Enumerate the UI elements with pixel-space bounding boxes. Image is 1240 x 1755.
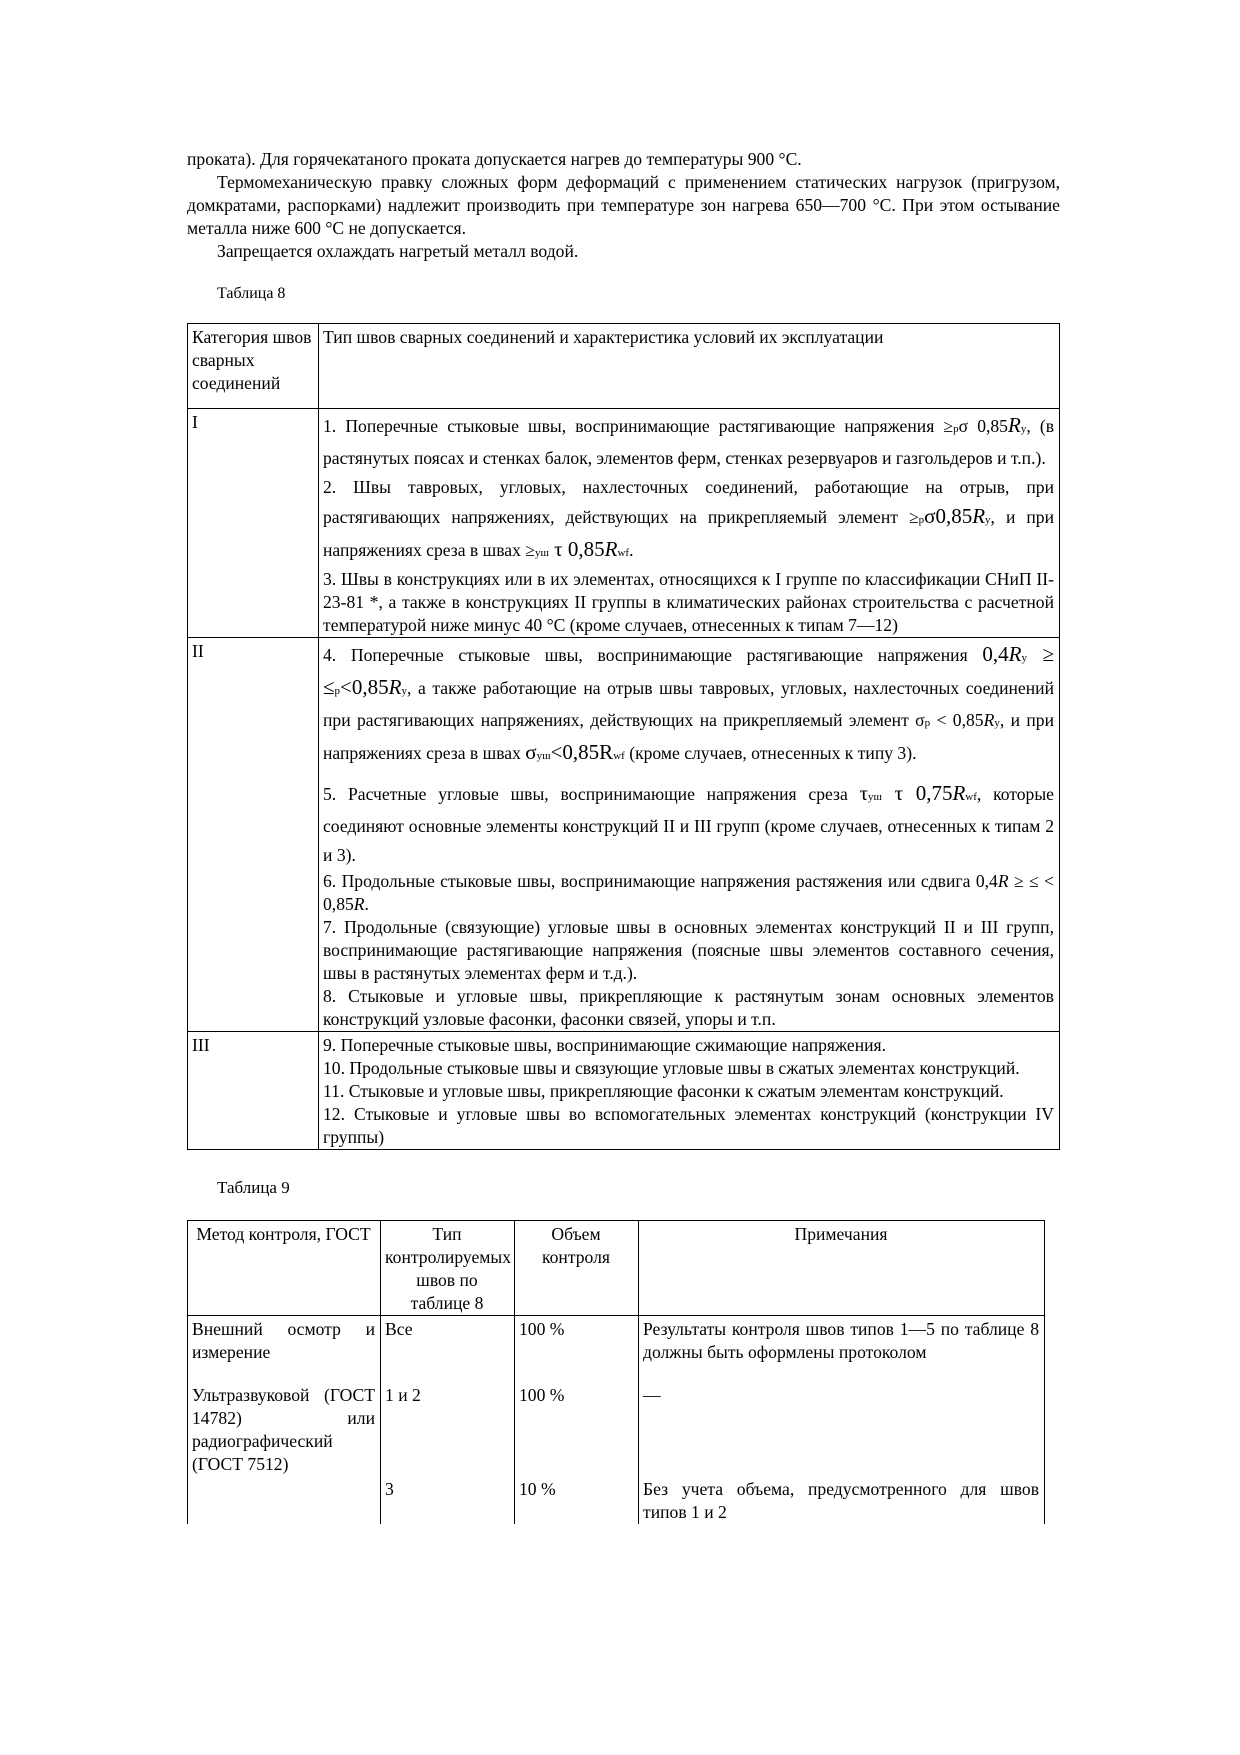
item-11: 11. Стыковые и угловые швы, прикрепляющие фасонки к сжатым элементам конструкций. [323,1081,1004,1101]
type-cell: 1 и 2 [381,1382,515,1476]
header-method: Метод контроля, ГОСТ [188,1221,381,1316]
category-cell: II [188,638,319,1032]
intro-text [187,148,1060,263]
item-7: 7. Продольные (связующие) угловые швы в основных элементах конструкций II и III групп, воспринимающие растягивающие напряжения (поясные швы элементов составного сечения, швы в растянутых элементах ферм и т.д.). [323,917,1054,983]
method-cell: Внешний осмотр и измерение [188,1316,381,1383]
header-type: Тип контролируемых швов по таблице 8 [381,1221,515,1316]
table-row [188,409,1060,638]
type-cell [319,409,1060,638]
table-header-row [188,1221,1045,1316]
table-row [188,1032,1060,1150]
type-cell: Все [381,1316,515,1383]
notes-cell: Результаты контроля швов типов 1—5 по таблице 8 должны быть оформлены протоколом [639,1316,1045,1383]
category-cell: I [188,409,319,638]
notes-cell: — [639,1382,1045,1476]
item-12: 12. Стыковые и угловые швы во вспомогательных элементах конструкций (конструкции IV группы) [323,1104,1054,1147]
volume-cell: 100 % [515,1382,639,1476]
type-cell [319,1032,1060,1150]
method-cell: Ультразвуковой (ГОСТ 14782) или радиографический (ГОСТ 7512) [188,1382,381,1476]
table-9-caption: Таблица 9 [217,1178,290,1197]
paragraph: проката). Для горячекатаного проката допускается нагрев до температуры 900 °С. [187,149,802,169]
method-cell [188,1476,381,1524]
header-notes: Примечания [639,1221,1045,1316]
table-8-caption: Таблица 8 [217,285,286,302]
item-2: 2. Швы тавровых, угловых, нахлесточных соединений, работающие на отрыв, при растягивающих напряжениях, действующих на прикрепляемый элемент ≥рσ0,85Rу, и при напряжениях среза в швах ≥уш τ 0,85Rwf. [323,477,1054,561]
paragraph: Запрещается охлаждать нагретый металл водой. [217,241,579,261]
table-row [188,1316,1045,1383]
item-6: 6. Продольные стыковые швы, воспринимающие напряжения растяжения или сдвига 0,4R ≥ ≤ < 0,85R. [323,871,1054,914]
paragraph: Термомеханическую правку сложных форм деформаций с применением статических нагрузок (пригрузом, домкратами, распорками) надлежит производить при температуре зон нагрева 650—700 °С. При этом остывание металла ниже 600 °С не допускается. [187,172,1060,238]
type-cell [319,638,1060,1032]
table-row [188,1476,1045,1524]
table-row [188,1382,1045,1476]
table-9 [187,1220,1045,1524]
notes-cell: Без учета объема, предусмотренного для швов типов 1 и 2 [639,1476,1045,1524]
item-4: 4. Поперечные стыковые швы, воспринимающие растягивающие напряжения 0,4Rу ≥ ≤р<0,85Rу, а также работающие на отрыв швы тавровых, угловых, нахлесточных соединений при растягивающих напряжениях, действующих на прикрепляемый элемент σр < 0,85Rу, и при напряжениях среза в швах σуш<0,85Rwf (кроме случаев, отнесенных к типу 3). [323,642,1055,764]
category-cell: III [188,1032,319,1150]
header-category: Категория швов сварных соединений [188,324,319,409]
header-volume: Объем контроля [515,1221,639,1316]
document-page [187,148,1060,1524]
volume-cell: 100 % [515,1316,639,1383]
item-3: 3. Швы в конструкциях или в их элементах, относящихся к I группе по классификации СНиП II-23-81 *, а также в конструкциях II группы в климатических районах строительства с расчетной температурой ниже минус 40 °С (кроме случаев, отнесенных к типам 7—12) [323,569,1054,635]
type-cell: 3 [381,1476,515,1524]
item-9: 9. Поперечные стыковые швы, воспринимающие сжимающие напряжения. [323,1035,887,1055]
item-10: 10. Продольные стыковые швы и связующие угловые швы в сжатых элементах конструкций. [323,1058,1020,1078]
table-header-row [188,324,1060,409]
item-1: 1. Поперечные стыковые швы, воспринимающие растягивающие напряжения ≥рσ 0,85Ry, (в растянутых поясах и стенках балок, элементов ферм, стенках резервуаров и газгольдеров и т.п.). [323,413,1055,468]
item-5: 5. Расчетные угловые швы, воспринимающие напряжения среза τуш τ 0,75Rwf, которые соединяют основные элементы конструкций II и III групп (кроме случаев, отнесенных к типам 2 и 3). [323,781,1054,865]
volume-cell: 10 % [515,1476,639,1524]
table-row [188,638,1060,1032]
header-type: Тип швов сварных соединений и характеристика условий их эксплуатации [319,324,1060,409]
item-8: 8. Стыковые и угловые швы, прикрепляющие к растянутым зонам основных элементов конструкций узловые фасонки, фасонки связей, упоры и т.п. [323,986,1054,1029]
table-8 [187,323,1060,1150]
